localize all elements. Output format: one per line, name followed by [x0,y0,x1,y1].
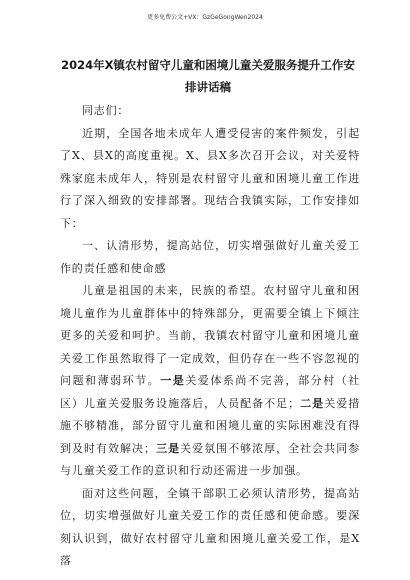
point-three-text: 关爱氛围不够浓厚，全社会共同参与儿童关爱工作的意识和行动还需进一步加强。 [60,441,361,477]
section-heading-1: 一、认清形势，提高站位，切实增强做好儿童关爱工作的责任感和使命感 [60,239,360,275]
header-note: 更多免费公文+VX：GzGeGongWen2024 [147,14,263,21]
paragraph-problems-text: 儿童是祖国的未来，民族的希望。农村留守儿童和困境儿童作为儿童群体中的特殊部分，更需要全镇上下倾注更多的关爱和呵护。当前，我镇农村留守儿童和困境儿童关爱工作虽然取得了一定成效，但仍存在一些不容忽视的问题和薄弱环节。 [60,284,360,387]
point-three-label: 三是 [155,441,181,455]
paragraph-intro: 近期，全国各地未成年人遭受侵害的案件频发，引起了X、县X的高度重视。X、县X多次召开会议，对关爱特殊家庭未成年人，特别是农村留守儿童和困境儿童工作进行了深入细致的安排部署。现结合我镇实际，工作安排如下： [60,126,360,230]
document-body [60,100,360,573]
point-one-text: 关爱体系尚不完善，部分村（社区）儿童关爱服务设施落后，人员配备不足； [60,374,360,410]
point-one-label: 一是 [160,374,186,387]
point-two-label: 二是 [299,396,325,410]
paragraph-response: 面对这些问题，全镇干部职工必须认清形势，提高站位，切实增强做好儿童关爱工作的责任感和使命感。要深刻认识到，做好农村留守儿童和困境儿童关爱工作，是X落 [60,486,360,567]
salutation: 同志们： [82,104,130,117]
point-two-text: 关爱措施不够精准，部分留守儿童和困境儿童的实际困难没有得到及时有效解决； [60,396,361,455]
document-title: 2024年X镇农村留守儿童和困境儿童关爱服务提升工作安排讲话稿 [61,58,355,94]
paragraph-problems [60,280,360,483]
